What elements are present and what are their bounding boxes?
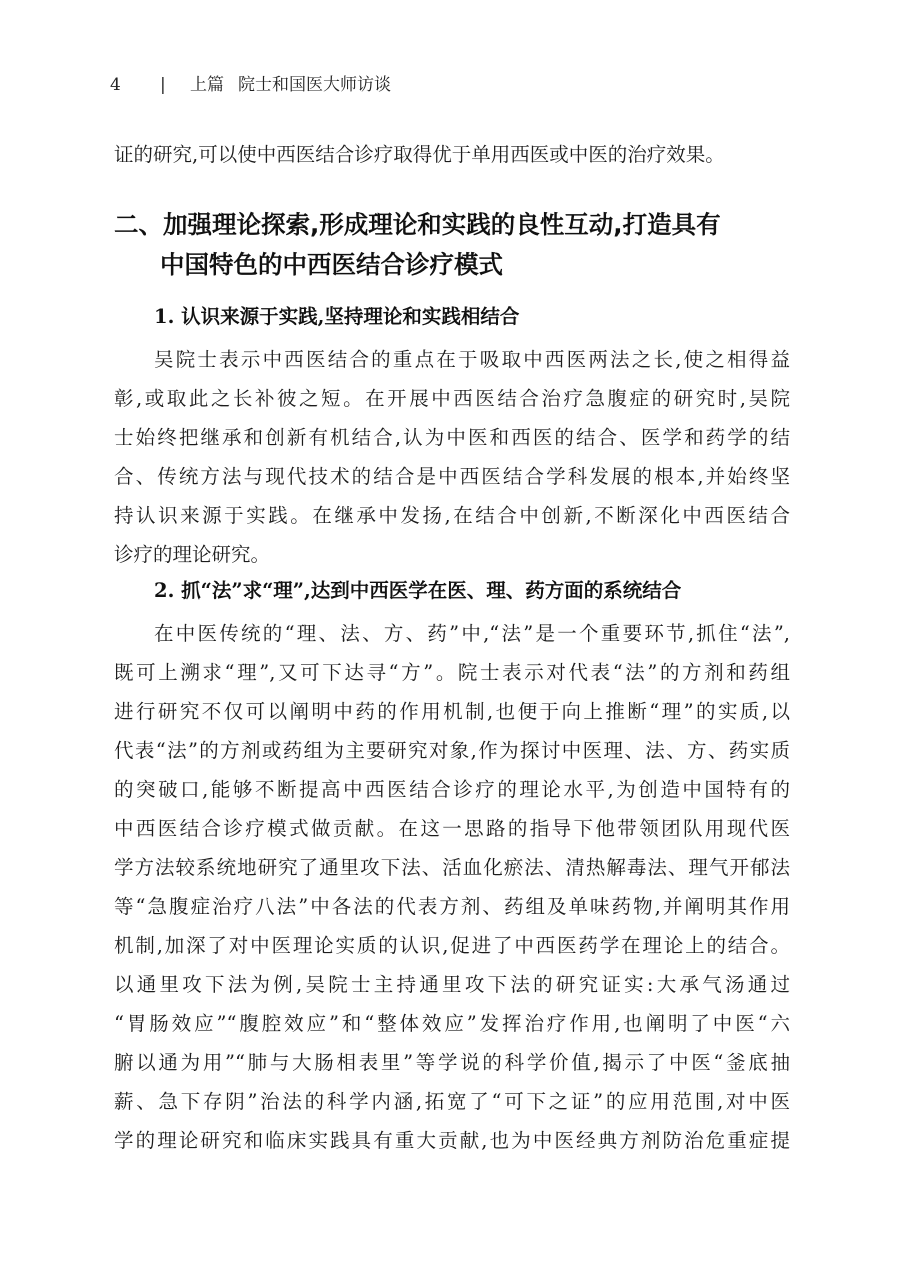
header-separator: | bbox=[160, 75, 166, 95]
paragraph-line: 合、传统方法与现代技术的结合是中西医结合学科发展的根本,并始终坚 bbox=[114, 465, 790, 488]
paragraph-line: 代表“法”的方剂或药组为主要研究对象,作为探讨中医理、法、方、药实质 bbox=[114, 739, 790, 762]
subsection-2-paragraph bbox=[114, 614, 790, 1160]
paragraph-line: 诊疗的理论研究。 bbox=[114, 543, 271, 566]
paragraph-line: 吴院士表示中西医结合的重点在于吸取中西医两法之长,使之相得益 bbox=[154, 348, 790, 371]
paragraph-line: 学的理论研究和临床实践具有重大贡献,也为中医经典方剂防治危重症提 bbox=[114, 1129, 790, 1152]
paragraph-line: 腑以通为用”“肺与大肠相表里”等学说的科学价值,揭示了中医“釜底抽 bbox=[114, 1051, 790, 1074]
intro-paragraph bbox=[114, 135, 790, 174]
page-number: 4 bbox=[110, 75, 121, 95]
subsection-heading-1: 1. 认识来源于实践,坚持理论和实践相结合 bbox=[154, 305, 520, 328]
section-heading-line: 二、加强理论探索,形成理论和实践的良性互动,打造具有 bbox=[114, 210, 721, 239]
paragraph-line: 学方法较系统地研究了通里攻下法、活血化瘀法、清热解毒法、理气开郁法 bbox=[114, 856, 790, 879]
paragraph-line: 证的研究,可以使中西医结合诊疗取得优于单用西医或中医的治疗效果。 bbox=[114, 143, 725, 166]
paragraph-line: 机制,加深了对中医理论实质的认识,促进了中西医药学在理论上的结合。 bbox=[114, 934, 790, 957]
paragraph-line: 在中医传统的“理、法、方、药”中,“法”是一个重要环节,抓住“法”, bbox=[154, 622, 790, 645]
paragraph-line: 持认识来源于实践。在继承中发扬,在结合中创新,不断深化中西医结合 bbox=[114, 504, 790, 527]
part-label: 上篇 bbox=[190, 75, 224, 95]
paragraph-line: 以通里攻下法为例,吴院士主持通里攻下法的研究证实:大承气汤通过 bbox=[114, 973, 790, 996]
paragraph-line: 进行研究不仅可以阐明中药的作用机制,也便于向上推断“理”的实质,以 bbox=[114, 700, 790, 723]
paragraph-line: 既可上溯求“理”,又可下达寻“方”。院士表示对代表“法”的方剂和药组 bbox=[114, 661, 790, 684]
paragraph-line: “胃肠效应”“腹腔效应”和“整体效应”发挥治疗作用,也阐明了中医“六 bbox=[114, 1012, 790, 1035]
running-header bbox=[110, 70, 391, 95]
paragraph-line: 士始终把继承和创新有机结合,认为中医和西医的结合、医学和药学的结 bbox=[114, 426, 790, 449]
book-title: 院士和国医大师访谈 bbox=[238, 75, 391, 95]
subsection-1-paragraph bbox=[114, 340, 790, 574]
paragraph-line: 的突破口,能够不断提高中西医结合诊疗的理论水平,为创造中国特有的 bbox=[114, 778, 790, 801]
section-heading-line: 中国特色的中西医结合诊疗模式 bbox=[160, 250, 503, 279]
paragraph-line: 中西医结合诊疗模式做贡献。在这一思路的指导下他带领团队用现代医 bbox=[114, 817, 790, 840]
paragraph-line: 等“急腹症治疗八法”中各法的代表方剂、药组及单味药物,并阐明其作用 bbox=[114, 895, 790, 918]
paragraph-line: 彰,或取此之长补彼之短。在开展中西医结合治疗急腹症的研究时,吴院 bbox=[114, 387, 790, 410]
subsection-heading-2: 2. 抓“法”求“理”,达到中西医学在医、理、药方面的系统结合 bbox=[154, 579, 682, 602]
section-heading bbox=[114, 205, 794, 285]
paragraph-line: 薪、急下存阴”治法的科学内涵,拓宽了“可下之证”的应用范围,对中医 bbox=[114, 1090, 790, 1113]
